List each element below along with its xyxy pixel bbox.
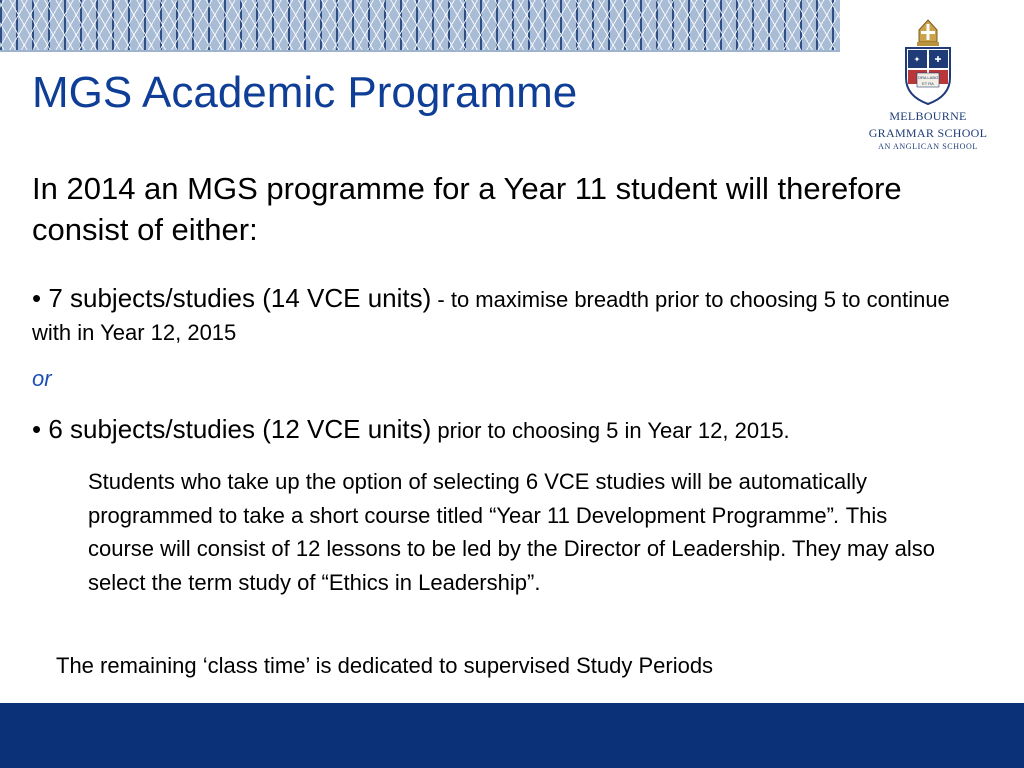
logo-name-line2: GRAMMAR SCHOOL [868, 126, 988, 140]
or-label: or [32, 366, 52, 391]
detail-period: . [833, 502, 841, 528]
svg-text:ET RA: ET RA [922, 81, 934, 86]
intro-text: In 2014 an MGS programme for a Year 11 student will therefore consist of either: [32, 171, 902, 247]
school-logo [868, 18, 988, 158]
detail-paragraph [88, 465, 948, 599]
logo-subtitle: AN ANGLICAN SCHOOL [878, 142, 978, 151]
option-one-marker: • [32, 283, 49, 313]
detail-part-one: Students who take up the option of selecting 6 VCE studies will be automatically programmed to take a short course titled “Year 11 Development Programme” [88, 469, 868, 528]
school-crest-icon [901, 18, 955, 106]
option-two-rest: prior to choosing 5 in Year 12, 2015. [431, 418, 790, 443]
logo-name-line1: MELBOURNE [889, 109, 967, 123]
option-one-bullet [32, 282, 992, 349]
remaining-time-note: The remaining ‘class time’ is dedicated to supervised Study Periods [56, 653, 714, 678]
option-one-lead: 7 subjects/studies (14 VCE units) [48, 283, 432, 313]
detail-part-two: This course will consist of 12 lessons to be led by the Director of Leadership. They may also select the term study of “Ethics in Leadership”. [88, 502, 936, 595]
option-two-bullet [32, 413, 992, 447]
option-two-marker: • [32, 414, 49, 444]
slide-title: MGS Academic Programme [32, 68, 578, 117]
header-pattern-band [0, 0, 840, 52]
svg-text:ORA LABO: ORA LABO [917, 75, 939, 80]
footer-band [0, 703, 1024, 768]
option-two-lead: 6 subjects/studies (12 VCE units) [48, 414, 432, 444]
svg-text:✦: ✦ [913, 55, 921, 64]
svg-text:✚: ✚ [934, 55, 942, 64]
option-one-rest: - to maximise breadth prior to choosing 5 to continue with in Year 12, 2015 [32, 287, 950, 345]
